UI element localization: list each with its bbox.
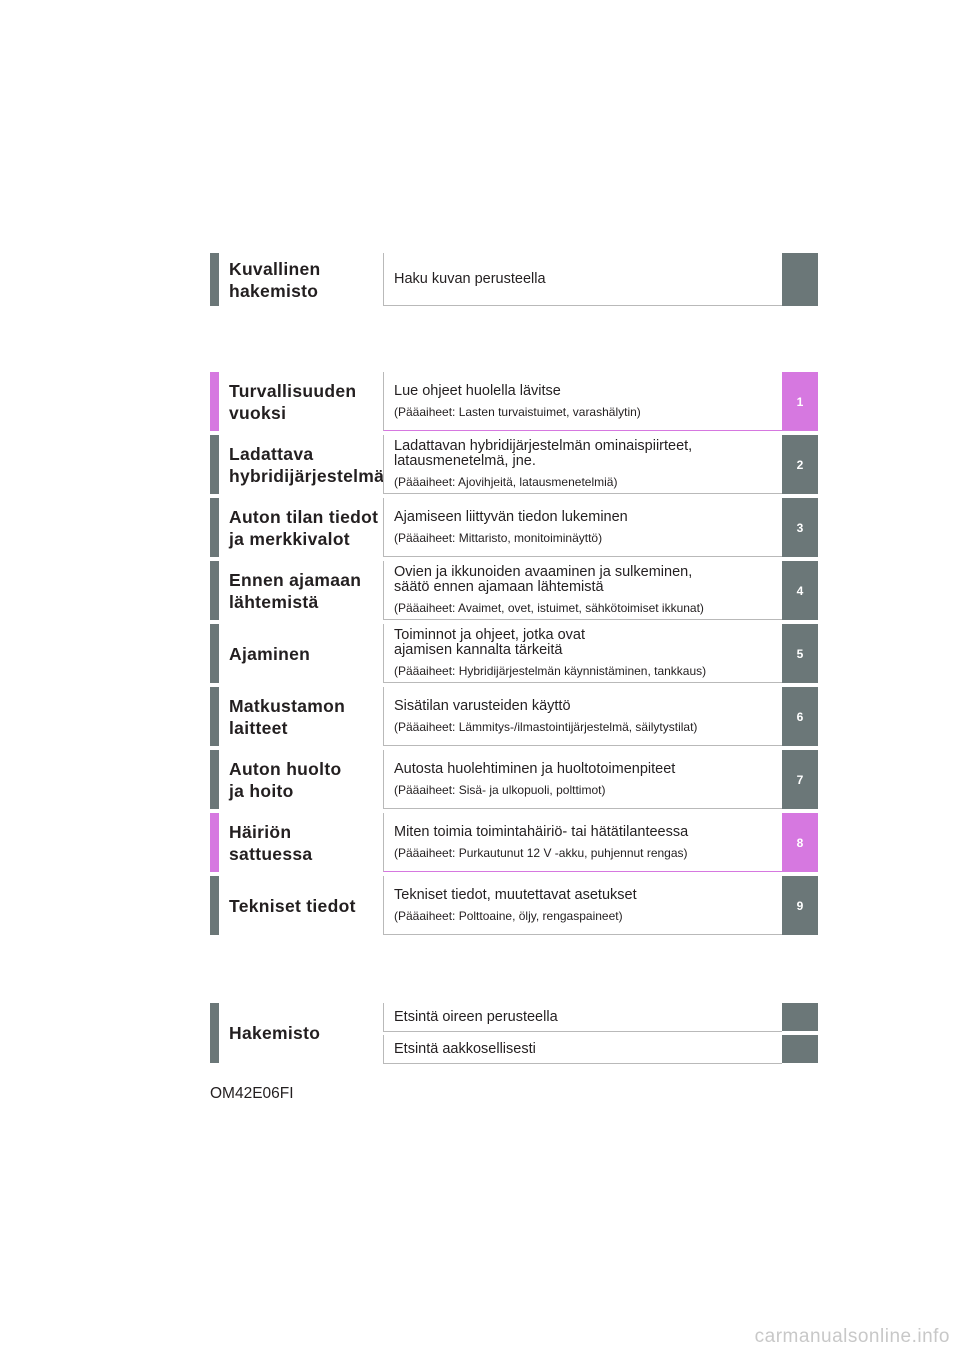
chapter-title: Häiriön sattuessa bbox=[229, 821, 313, 864]
chapter-number-tab[interactable]: 7 bbox=[782, 750, 818, 809]
chapter-subtopics: (Pääaiheet: Lämmitys-/ilmastointijärjestelmä, säilytystilat) bbox=[394, 719, 698, 734]
chapter-title: Ennen ajamaan lähtemistä bbox=[229, 569, 362, 612]
chapter-subtopics: (Pääaiheet: Mittaristo, monitoiminäyttö) bbox=[394, 530, 603, 545]
chapter-subtopics: (Pääaiheet: Hybridijärjestelmän käynnistäminen, tankkaus) bbox=[394, 664, 707, 678]
chapter-number-tab[interactable]: 6 bbox=[782, 687, 818, 746]
index-item-symptom[interactable] bbox=[383, 1003, 782, 1032]
chapter-subtopics: (Pääaiheet: Purkautunut 12 V -akku, puhjennut rengas) bbox=[394, 845, 688, 860]
section-title: Kuvallinen hakemisto bbox=[229, 258, 321, 301]
chapter-description: Ladattavan hybridijärjestelmän ominaispiirteet, latausmenetelmä, jne. bbox=[394, 438, 693, 469]
index-section bbox=[210, 1003, 818, 1063]
chapter-number-tab[interactable]: 8 bbox=[782, 813, 818, 872]
chapter-title: Tekniset tiedot bbox=[229, 895, 356, 916]
chapter-description: Autosta huolehtiminen ja huoltotoimenpiteet bbox=[394, 760, 676, 777]
chapter-subtopics: (Pääaiheet: Avaimet, ovet, istuimet, sähkötoimiset ikkunat) bbox=[394, 601, 704, 615]
chapter-row[interactable] bbox=[210, 498, 818, 557]
chapter-row[interactable] bbox=[210, 435, 818, 494]
index-bar bbox=[210, 1003, 219, 1063]
chapter-title: Matkustamon laitteet bbox=[229, 695, 346, 738]
chapter-row[interactable] bbox=[210, 813, 818, 872]
chapter-row[interactable] bbox=[210, 561, 818, 620]
document-code: OM42E06FI bbox=[210, 1085, 294, 1102]
section-tab[interactable] bbox=[782, 253, 818, 306]
chapter-title: Ajaminen bbox=[229, 643, 311, 664]
chapter-number-tab[interactable]: 9 bbox=[782, 876, 818, 935]
chapter-row[interactable] bbox=[210, 750, 818, 809]
chapter-title: Turvallisuuden vuoksi bbox=[229, 380, 357, 423]
chapter-description-box bbox=[383, 435, 782, 494]
chapter-description: Miten toimia toimintahäiriö- tai hätätilanteessa bbox=[394, 823, 689, 840]
section-description-box bbox=[383, 253, 782, 306]
chapter-description: Toiminnot ja ohjeet, jotka ovat ajamisen kannalta tärkeitä bbox=[394, 627, 586, 658]
index-tab[interactable] bbox=[782, 1003, 818, 1031]
pictorial-index-row[interactable] bbox=[210, 253, 818, 306]
index-item-alphabetical[interactable] bbox=[383, 1035, 782, 1064]
chapter-bar bbox=[210, 498, 219, 557]
chapter-number-tab[interactable]: 3 bbox=[782, 498, 818, 557]
chapter-description-box bbox=[383, 372, 782, 431]
chapter-number-tab[interactable]: 4 bbox=[782, 561, 818, 620]
chapter-description-box bbox=[383, 561, 782, 620]
chapter-row[interactable] bbox=[210, 624, 818, 683]
chapter-title: Ladattava hybridijärjestelmä bbox=[229, 443, 385, 486]
chapter-description-box bbox=[383, 750, 782, 809]
chapter-subtopics: (Pääaiheet: Ajovihjeitä, latausmenetelmiä) bbox=[394, 475, 618, 489]
chapter-subtopics: (Pääaiheet: Sisä- ja ulkopuoli, polttimot) bbox=[394, 782, 606, 797]
chapter-description: Lue ohjeet huolella lävitse bbox=[394, 382, 561, 399]
index-item-label: Etsintä oireen perusteella bbox=[394, 1009, 558, 1025]
index-item-label: Etsintä aakkosellisesti bbox=[394, 1041, 536, 1057]
chapter-bar bbox=[210, 624, 219, 683]
section-bar bbox=[210, 253, 219, 306]
chapter-bar bbox=[210, 372, 219, 431]
chapter-description: Ajamiseen liittyvän tiedon lukeminen bbox=[394, 508, 628, 525]
chapter-description-box bbox=[383, 687, 782, 746]
chapter-bar bbox=[210, 876, 219, 935]
chapter-description-box bbox=[383, 876, 782, 935]
chapter-subtopics: (Pääaiheet: Polttoaine, öljy, rengaspaineet) bbox=[394, 908, 623, 923]
chapter-description: Ovien ja ikkunoiden avaaminen ja sulkeminen, säätö ennen ajamaan lähtemistä bbox=[394, 564, 693, 595]
chapter-number-tab[interactable]: 5 bbox=[782, 624, 818, 683]
chapter-description-box bbox=[383, 624, 782, 683]
section-description: Haku kuvan perusteella bbox=[394, 270, 546, 287]
chapter-title: Auton huolto ja hoito bbox=[229, 758, 342, 801]
chapter-description-box bbox=[383, 813, 782, 872]
chapter-bar bbox=[210, 750, 219, 809]
chapter-row[interactable] bbox=[210, 876, 818, 935]
index-title: Hakemisto bbox=[229, 1023, 321, 1043]
chapter-number-tab[interactable]: 1 bbox=[782, 372, 818, 431]
chapter-bar bbox=[210, 561, 219, 620]
chapter-subtopics: (Pääaiheet: Lasten turvaistuimet, varashälytin) bbox=[394, 404, 641, 419]
chapter-bar bbox=[210, 687, 219, 746]
index-tab[interactable] bbox=[782, 1035, 818, 1063]
chapter-bar bbox=[210, 813, 219, 872]
chapter-title: Auton tilan tiedot ja merkkivalot bbox=[229, 506, 379, 549]
chapter-description-box bbox=[383, 498, 782, 557]
chapter-number-tab[interactable]: 2 bbox=[782, 435, 818, 494]
chapter-bar bbox=[210, 435, 219, 494]
chapter-description: Tekniset tiedot, muutettavat asetukset bbox=[394, 886, 637, 903]
chapter-row[interactable] bbox=[210, 372, 818, 431]
chapter-description: Sisätilan varusteiden käyttö bbox=[394, 697, 571, 714]
chapter-row[interactable] bbox=[210, 687, 818, 746]
watermark: carmanualsonline.info bbox=[754, 1326, 950, 1347]
